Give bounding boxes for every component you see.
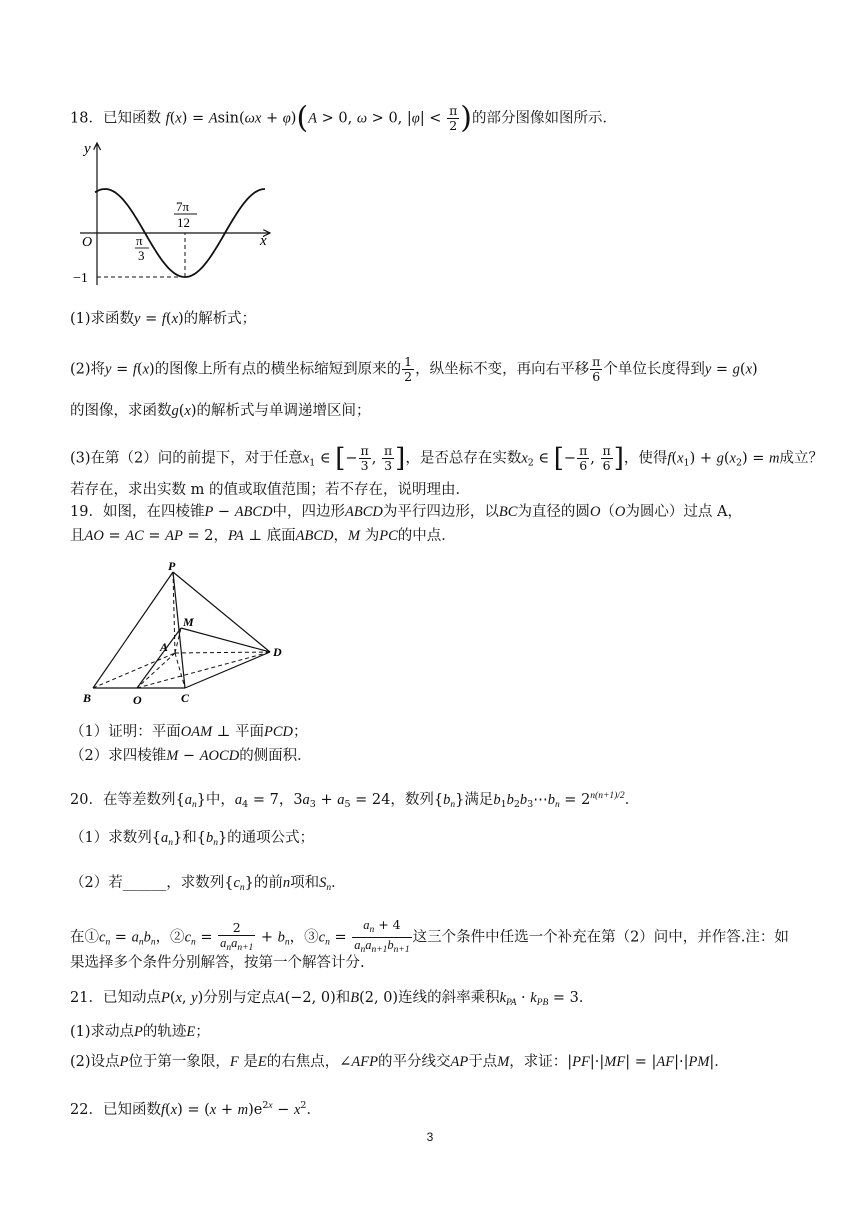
edge-AO [137,653,175,688]
q18-label-pi: π [136,233,143,248]
label-C: C [181,691,190,705]
edge-CD [185,652,270,688]
q20-conditions: 在$①c_n = a_nb_n$，$②c_n$ = $\frac{2}{a_na_{n+1}}$ + $b_n$，$③c_n$ = $\frac{a_n + 4}{a_na_{n+1}b_{n+1}}$ 这三个条件中任选一个补充在第（2）问中，并作答.注：如 [70,917,789,955]
label-B: B [83,691,92,705]
q21-part1: (1)求动点P的轨迹E； [70,1024,210,1040]
q20-conditions-line2: 果选择多个条件分别解答，按第一个解答计分. [70,955,365,971]
q19-subq1: （1）证明：平面OAM ⊥ 平面PCD； [70,724,308,740]
edge-AD [175,652,270,653]
label-M: M [183,615,194,629]
q18-label-y: y [84,141,91,157]
q18-label-x: x [260,233,267,249]
page-number: 3 [426,1130,434,1144]
q18-label-origin: O [82,235,93,250]
q19-pyramid-figure [75,560,305,710]
q18-part1: (1)求函数y = f(x)的解析式； [70,311,257,327]
q18-label-12: 12 [177,215,190,230]
label-P: P [168,560,176,573]
edge-MD [181,628,270,652]
q18-function-formula: f [165,110,170,127]
q18-stem: 18．已知函数 f(x) = Asin(ωx + φ)(A > 0, ω > 0, |φ| < $\frac{\pi}{2}$ )的部分图像如图所示． [70,100,618,136]
q18-part2-line2: 的图像，求函数g(x)的解析式与单调递增区间； [70,403,371,419]
q18-sine-graph [70,135,290,295]
q18-part3-line1: (3)在第（2）问的前提下，对于任意$x_1$ ∈ [− $\frac{\pi}{3}$ , $\frac{\pi}{3}$ ]，是否总存在实数$x_2$ ∈ [− $\frac{\pi}{6}$ , $\frac{\pi}{6}$ ]，使得$f(x_1) + g(x_2) = m$成立？ [70,443,824,474]
edge-PD [173,572,270,652]
q22-stem: 22．已知函数$f(x) = (x + m)e^{2x} - x^2$． [70,1100,321,1118]
q18-part2-line1: (2)将y = f(x)的图像上所有点的横坐标缩短到原来的 $\frac{1}{2}$ ，纵坐标不变，再向右平移 $\frac{\pi}{6}$ 个单位长度得到y = g(x) [70,354,758,384]
label-D: D [273,645,282,659]
q20-subq2: （2）若______，求数列$\{c_n\}$的前n项和$S_n$． [70,875,346,893]
q18-frac-pi-2: $\frac{\pi}{2}$ [449,103,458,133]
q18-part3-line2: 若存在，求出实数 m 的值或取值范围；若不存在，说明理由． [70,482,470,498]
q19-stem-line2: 且AO = AC = AP = 2，PA ⊥ 底面ABCD，M 为PC的中点． [70,528,456,544]
q18-label-three: 3 [138,248,145,263]
q18-label-7pi: 7π [176,199,190,214]
q19-stem-line1: 19．如图，在四棱锥P − ABCD中，四边形ABCD为平行四边形，以BC为直径的圆O（O为圆心）过点 A， [70,504,742,520]
label-A: A [160,640,169,654]
q18-label-minus-one: −1 [73,271,88,286]
q20-stem: 20．在等差数列$\{a_n\}$中，$a_4 = 7$，$3a_3 + a_5 = 24$，数列$\{b_n\}$满足$b_1b_2b_3\cdots b_n = 2^{n(n+1)/2}$． [70,791,640,810]
label-O: O [133,693,142,707]
q20-subq1: （1）求数列$\{a_n\}$和$\{b_n\}$的通项公式； [70,830,315,848]
q21-stem: 21．已知动点P(x, y)分别与定点A(−2, 0)和B(2, 0)连线的斜率乘积$k_{PA} \cdot k_{PB} = 3$． [70,990,594,1008]
q21-part2: (2)设点P位于第一象限，F 是E的右焦点，∠AFP的平分线交AP于点M，求证：|PF|·|MF| = |AF|·|PM|． [70,1054,729,1070]
q19-subq2: （2）求四棱锥M − AOCD的侧面积． [70,748,312,764]
